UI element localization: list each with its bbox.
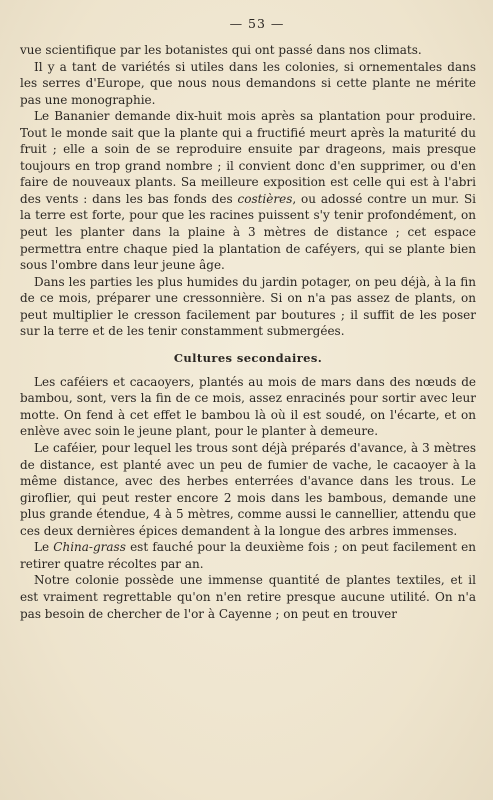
- paragraph-cresson: Dans les parties les plus humides du jardin potager, on peu déjà, à la fin de ce mois, préparer une cressonnière. Si on n'a pas assez de plants, on peut multiplier le cresson facilement par boutures ; il suffit de les poser sur la terre et de les tenir constamment submergées.: [20, 274, 476, 339]
- paragraph-textiles: Notre colonie possède une immense quantité de plantes textiles, et il est vraiment regrettable qu'on n'en retire presque aucune utilité. On n'a pas besoin de chercher de l'or à Cayenne ; on peut en trouver: [20, 573, 476, 621]
- china-grass-text: est fauché pour la deuxième fois ; on peut facilement en retirer quatre récoltes par an.: [20, 540, 476, 571]
- paragraph-cafeiers: Les caféiers et cacaoyers, plantés au mois de mars dans des nœuds de bambou, sont, vers la fin de ce mois, assez enracinés pour sortir avec leur motte. On fend à cet effet le bambou là où il est soudé, on l'écarte, et on enlève avec soin le jeune plant, pour le planter à demeure.: [20, 374, 476, 439]
- section-intro: [20, 42, 476, 340]
- paragraph-china-grass: [20, 539, 476, 572]
- section-heading: Cultures secondaires.: [173, 350, 323, 365]
- bananier-text-end: , ou adossé contre un mur. Si la terre est forte, pour que les racines puissent s'y tenir profondément, on peut les planter dans la plaine à 3 mètres de distance ; cet espace permettra entre chaque pied la plantation de caféyers, qui se plante bien sous l'ombre dans leur jeune âge.: [20, 191, 476, 273]
- page-number: — 53 —: [229, 16, 285, 31]
- paragraph-cafeier: Le caféier, pour lequel les trous sont déjà préparés d'avance, à 3 mètres de distance, est planté avec un peu de fumier de vache, le cacaoyer à la même distance, avec des herbes enterrées d'avance dans les trous. Le giroflier, qui peut rester encore 2 mois dans les bambous, demande une plus grande étendue, 4 à 5 mètres, comme aussi le cannellier, attendu que ces deux dernières épices demandent à la longue des arbres immenses.: [20, 441, 476, 538]
- section-cultures: [20, 374, 476, 622]
- paragraph-varieties: Il y a tant de variétés si utiles dans les colonies, si ornementales dans les serres d'Europe, que nous nous demandons si cette plante ne mérite pas une monographie.: [20, 59, 476, 107]
- bananier-text: Le Bananier demande dix-huit mois après sa plantation pour produire. Tout le monde sait que la plante qui a fructifié meurt après la maturité du fruit ; elle a soin de se reproduire ensuite par drageons, mais presque toujours en trop grand nombre ; il convient donc d'en supprimer, ou d'en faire de nouveaux plants. Sa meilleure exposition est celle qui est à l'abri des vents : dans les bas fonds des: [20, 109, 476, 206]
- china-grass-term: China-grass: [53, 540, 126, 555]
- paragraph-continuation: vue scientifique par les botanistes qui ont passé dans nos climats.: [20, 43, 422, 57]
- paragraph-bananier: [20, 108, 476, 273]
- costieres-term: costières: [237, 191, 293, 206]
- china-grass-lead: Le: [34, 540, 50, 555]
